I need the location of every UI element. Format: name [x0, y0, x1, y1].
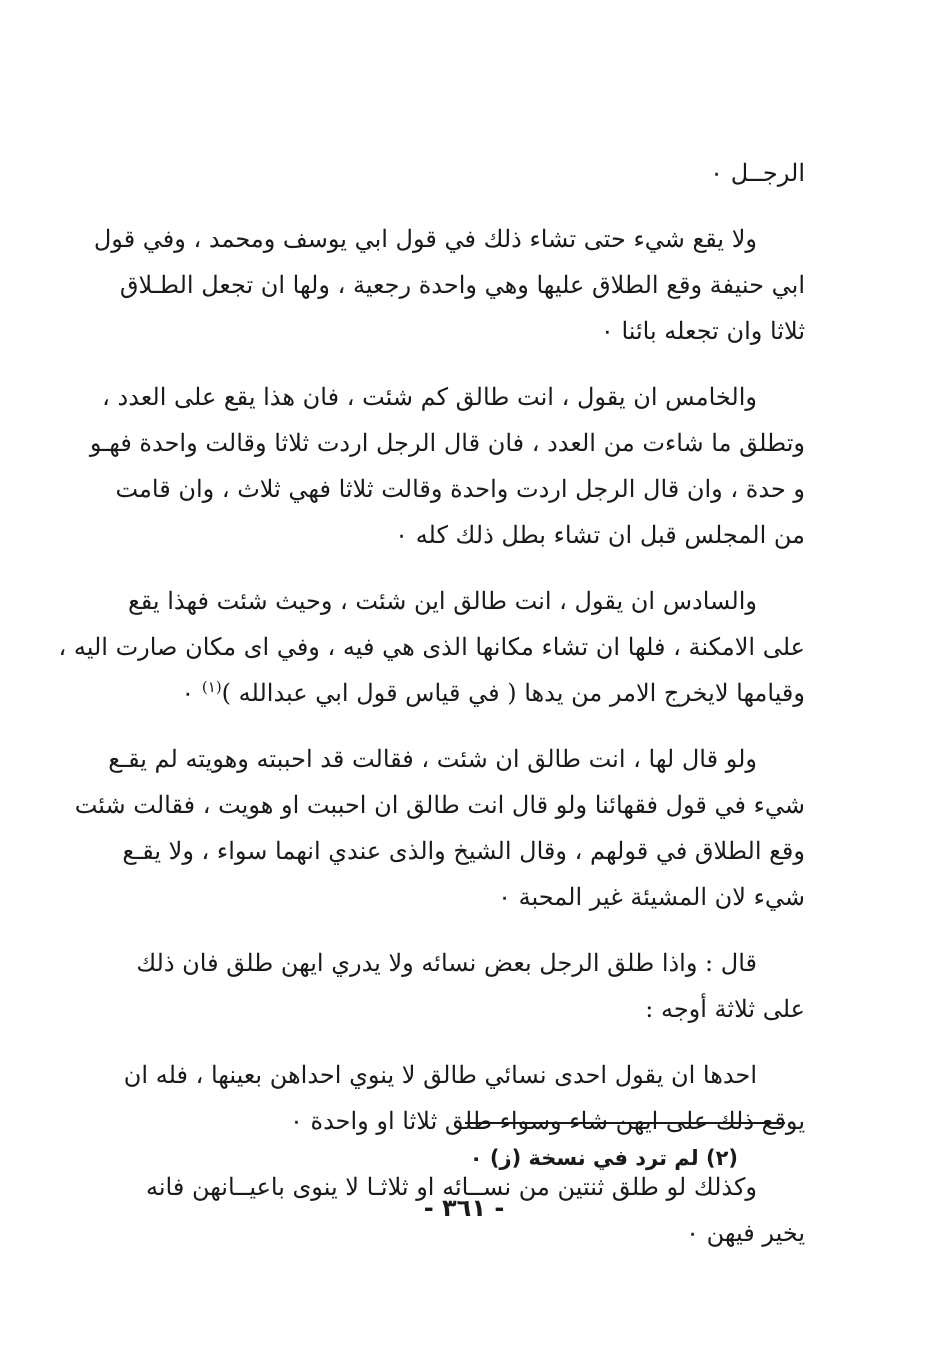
body-text — [58, 150, 805, 1276]
text-line: ولو قال لها ، انت طالق ان شئت ، فقالت قد احببته وهويته لم يقـع — [108, 745, 757, 773]
footnote: (٢) لم ترد في نسخة (ز) ٠ — [469, 1146, 738, 1170]
paragraph — [74, 736, 805, 920]
text-line: والخامس ان يقول ، انت طالق كم شئت ، فان هذا يقع على العدد ، — [102, 383, 757, 411]
text-line: والسادس ان يقول ، انت طالق اين شئت ، وحيث شئت فهذا يقع — [127, 587, 757, 615]
paragraph — [93, 216, 805, 354]
text-line: على الامكنة ، فلها ان تشاء مكانها الذى هي فيه ، وفي اى مكان صارت اليه ، — [58, 633, 805, 661]
text-line: من المجلس قبل ان تشاء بطل ذلك كله ٠ — [395, 521, 805, 549]
paragraph — [136, 940, 805, 1032]
paragraph — [123, 1052, 805, 1144]
text-line — [150, 670, 805, 716]
text-line: ثلاثا وان تجعله بائنا ٠ — [600, 317, 805, 345]
text-line-content: وقيامها لايخرج الامر من يدها ( في قياس قول ابي عبدالله ) — [221, 679, 805, 707]
text-line: احدها ان يقول احدى نسائي طالق لا ينوي احداهن بعينها ، فله ان — [123, 1061, 757, 1089]
text-line: شيء في قول فقهائنا ولو قال انت طالق ان احببت او هويت ، فقالت شئت — [74, 791, 805, 819]
paragraph — [150, 150, 805, 196]
text-line: ابي حنيفة وقع الطلاق عليها وهي واحدة رجعية ، ولها ان تجعل الطـلاق — [119, 271, 805, 299]
text-line: وكذلك لو طلق ثنتين من نســائه او ثلاثـا لا ينوى باعيــانهن فانه — [145, 1173, 757, 1201]
page-number: - ٣٦١ - — [423, 1194, 505, 1222]
text-line: على ثلاثة أوجه : — [645, 995, 805, 1023]
paragraph — [89, 374, 805, 558]
text-line: الرجــل ٠ — [710, 159, 805, 187]
text-line: و حدة ، وان قال الرجل اردت واحدة وقالت ثلاثا فهي ثلاث ، وان قامت — [115, 475, 805, 503]
text-line: ولا يقع شيء حتى تشاء ذلك في قول ابي يوسف ومحمد ، وفي قول — [93, 225, 757, 253]
text-line: قال : واذا طلق الرجل بعض نسائه ولا يدري ايهن طلق فان ذلك — [136, 949, 757, 977]
text-line: وتطلق ما شاءت من العدد ، فان قال الرجل اردت ثلاثا وقالت واحدة فهـو — [89, 429, 805, 457]
paragraph — [58, 578, 805, 716]
text-line: شيء لان المشيئة غير المحبة ٠ — [498, 883, 805, 911]
line-end-mark: ٠ — [181, 679, 202, 707]
footnote-reference: (١) — [201, 678, 222, 696]
text-line: يوقع ذلك على ايهن شاء وسواء طلق ثلاثا او واحدة ٠ — [289, 1107, 805, 1135]
text-line: وقع الطلاق في قولهم ، وقال الشيخ والذى عندي انهما سواء ، ولا يقـع — [122, 837, 805, 865]
text-line: يخير فيهن ٠ — [686, 1219, 805, 1247]
footnote-divider — [465, 1122, 785, 1124]
